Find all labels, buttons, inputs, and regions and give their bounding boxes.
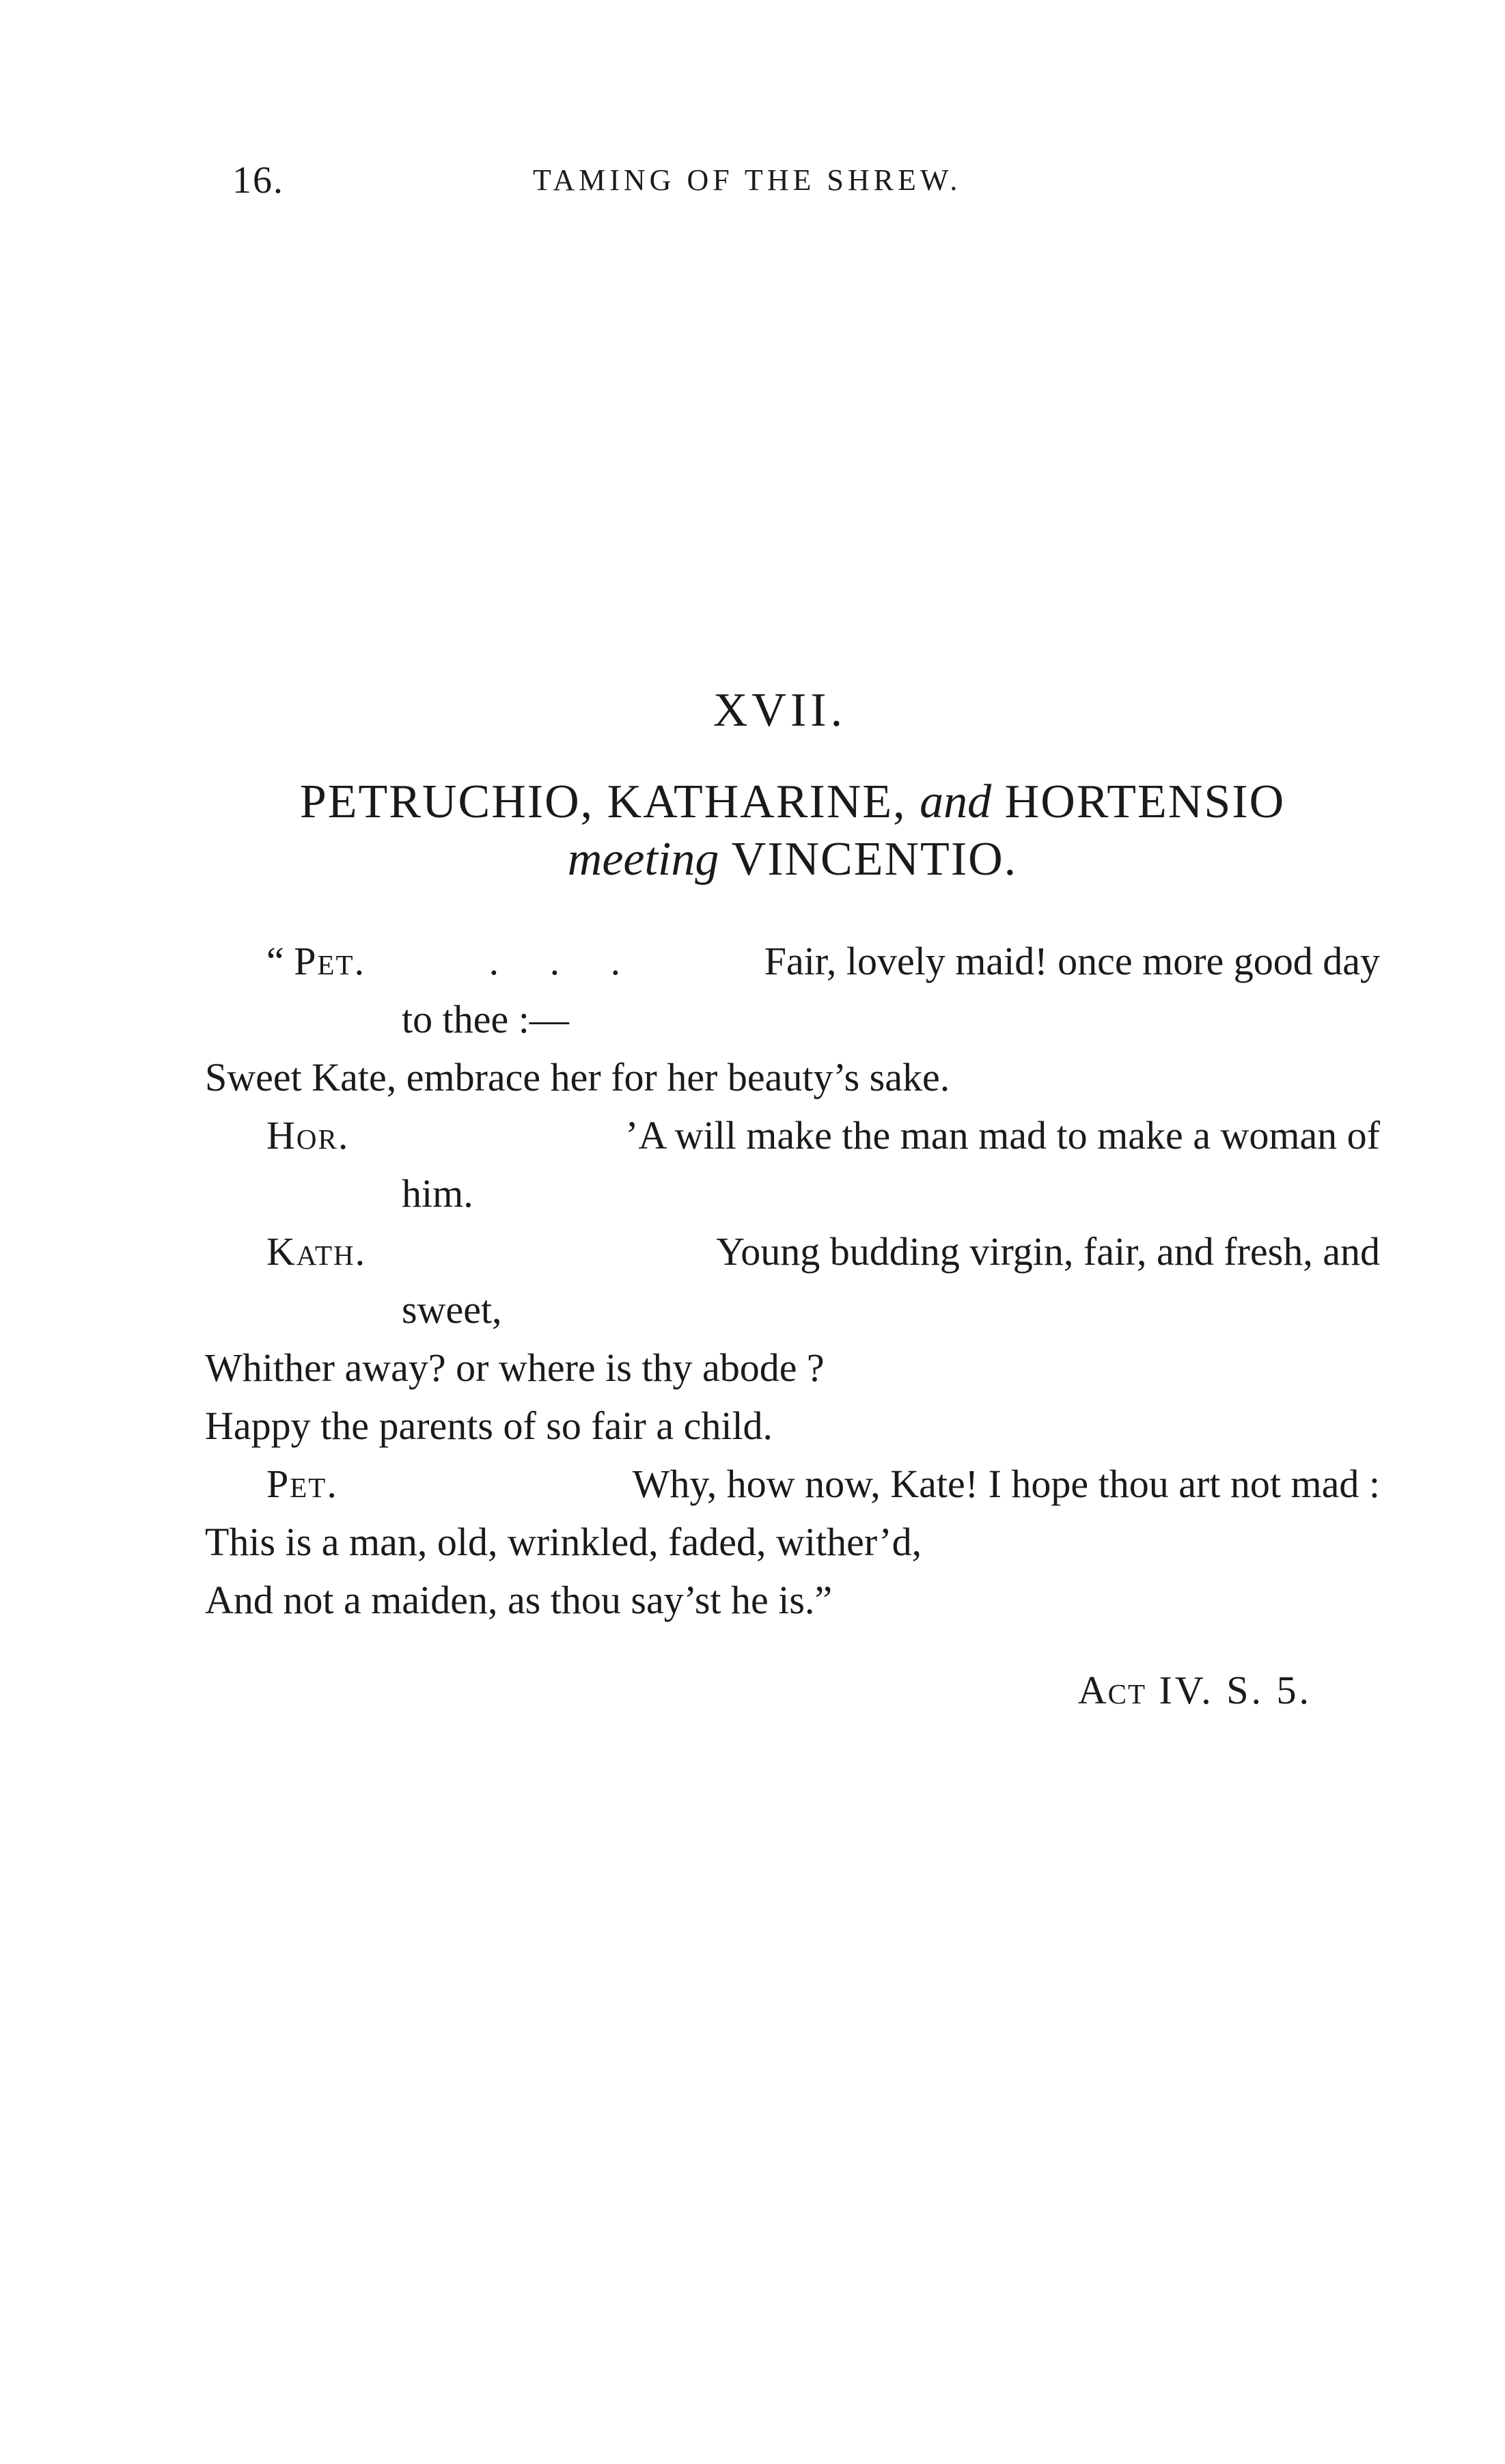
plate-subject [205,774,1380,888]
speaker-name: Pet. [266,1462,338,1506]
quote-line [205,1339,1380,1397]
act-scene-reference [0,1667,1312,1713]
quote-line [205,1281,1380,1339]
verse-text: And not a maiden, as thou say’st he is.” [205,1578,833,1622]
verse-text: Why, how now, Kate! I hope thou art not mad : [632,1462,1380,1506]
quote-line [205,1222,1380,1281]
speaker-name: Pet. [294,939,366,983]
subject-conjunction: and [920,776,992,828]
subject-characters: PETRUCHIO, KATHARINE, [299,776,907,828]
verse-text: Happy the parents of so fair a child. [205,1404,773,1448]
subject-meeting: meeting [567,833,719,886]
quote-line [205,990,1380,1048]
quote-line [205,1513,1380,1571]
act-word: Act [1077,1668,1147,1712]
subject-line-2 [205,831,1380,888]
ellipsis: . . . [488,939,641,983]
verse-text: This is a man, old, wrinkled, faded, wither’d, [205,1520,922,1564]
verse-text: ’A will make the man mad to make a woman of [625,1113,1380,1158]
plate-number: XVII. [713,684,847,737]
verse-text: Young budding virgin, fair, and fresh, and [716,1229,1380,1274]
verse-text: to thee :— [402,997,569,1041]
verse-text: Fair, lovely maid! once more good day [764,939,1380,983]
subject-hortensio: HORTENSIO [1004,776,1286,828]
subject-line-1 [205,774,1380,831]
subject-vincentio: VINCENTIO. [731,833,1018,886]
page-number: 16. [232,159,284,202]
running-title: TAMING OF THE SHREW. [533,163,962,197]
quote-line [205,1106,1380,1164]
quote-line [205,1455,1380,1513]
quote-line [205,932,1380,990]
quote-line [205,1397,1380,1455]
page-header [0,159,1505,213]
quotation [205,932,1380,1629]
speaker-name: Hor. [266,1113,350,1158]
quote-line [205,1048,1380,1106]
verse-text: him. [402,1171,473,1216]
verse-text: Sweet Kate, embrace her for her beauty’s sake. [205,1055,950,1099]
quote-line [205,1571,1380,1629]
verse-text: sweet, [402,1287,502,1332]
open-quote: “ [266,939,284,983]
verse-text: Whither away? or where is thy abode ? [205,1345,825,1390]
quote-line [205,1164,1380,1222]
act-scene-number: IV. S. 5. [1159,1668,1312,1712]
speaker-name: Kath. [266,1229,367,1274]
